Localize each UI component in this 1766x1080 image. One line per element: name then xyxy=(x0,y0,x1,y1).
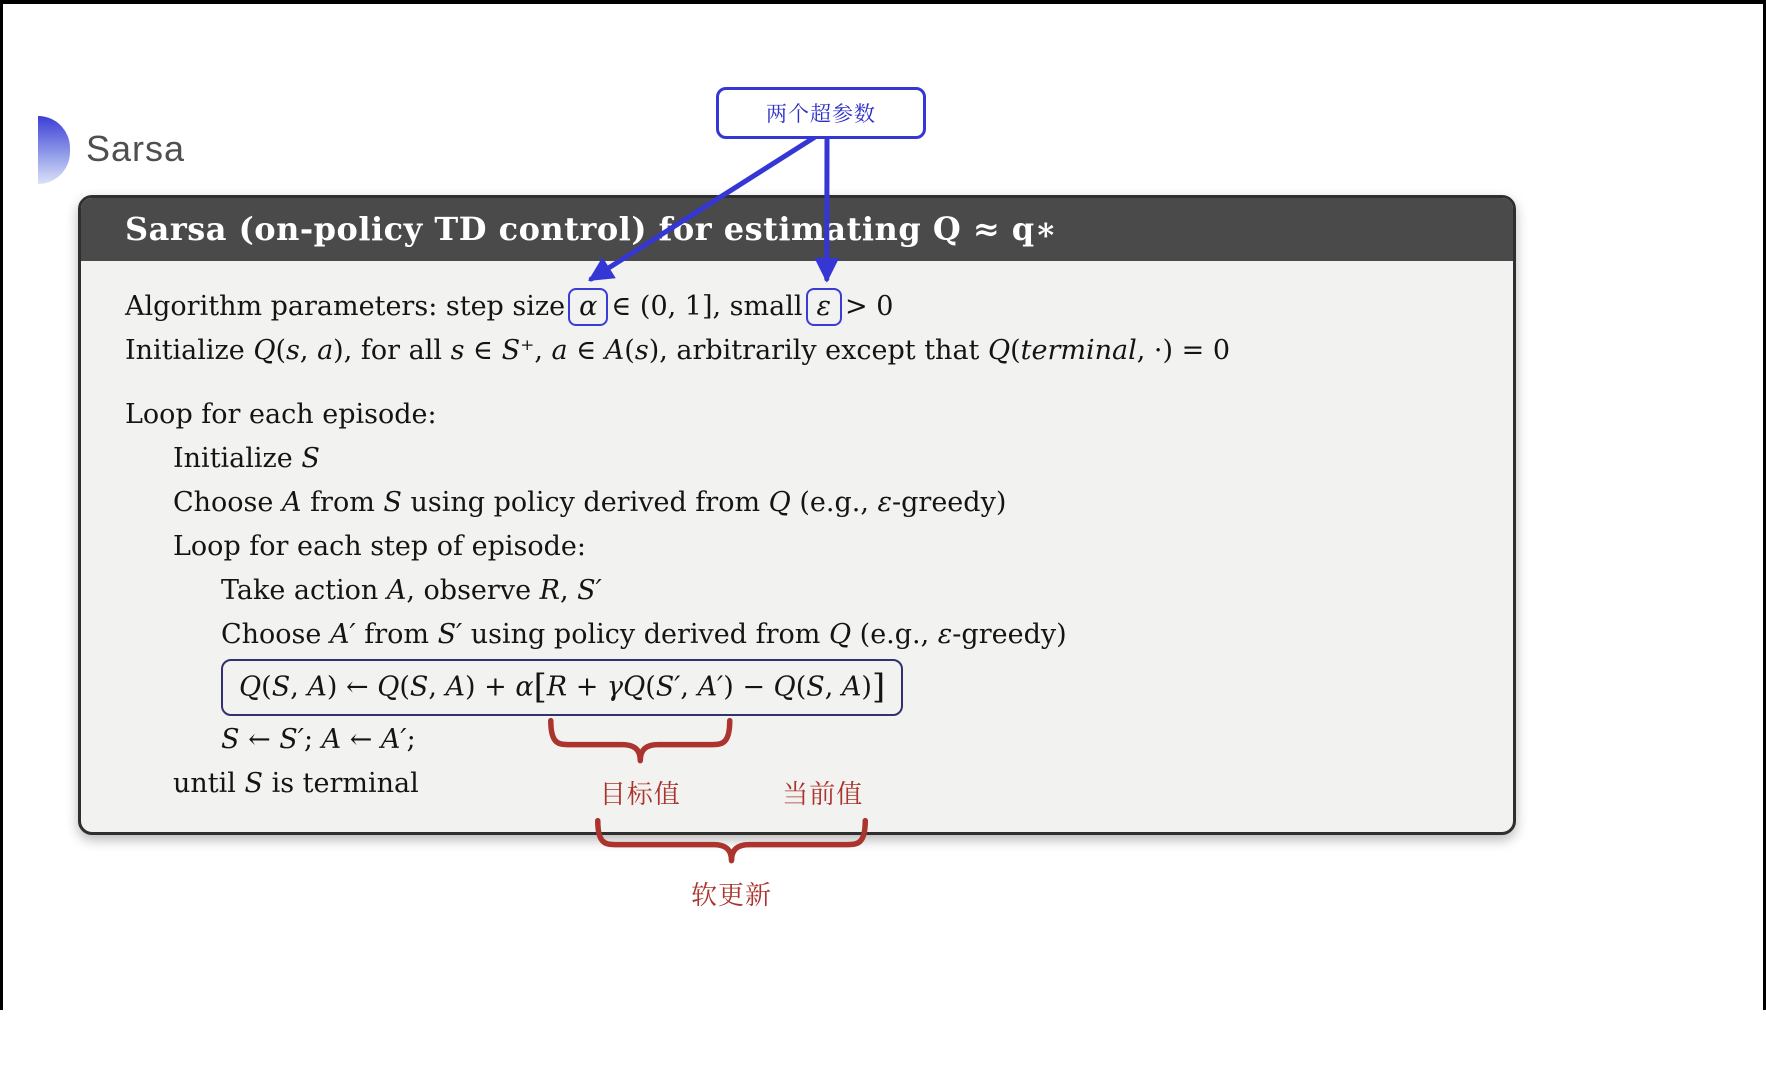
text-segment: ε xyxy=(937,619,953,650)
text-segment: A xyxy=(445,671,466,703)
algorithm-card xyxy=(78,195,1516,835)
page-title: Sarsa xyxy=(86,128,186,169)
text-segment: Loop for each step of episode: xyxy=(173,531,586,562)
text-segment: , ·) = 0 xyxy=(1136,335,1231,366)
text-segment: A′ xyxy=(697,671,724,703)
text-segment: A xyxy=(307,671,327,703)
text-segment: − xyxy=(733,671,774,703)
text-segment: ( xyxy=(399,671,410,703)
text-segment: ) ← xyxy=(326,671,378,703)
text-segment: , xyxy=(534,335,552,366)
text-segment: (e.g., xyxy=(790,487,878,518)
text-segment: R xyxy=(539,575,560,606)
text-segment: ; xyxy=(303,723,322,755)
text-segment: A xyxy=(321,723,342,755)
text-segment: ), for all xyxy=(333,335,451,366)
text-segment: Initialize xyxy=(173,443,302,474)
algorithm-line xyxy=(125,393,1473,437)
text-segment: ∈ xyxy=(567,335,605,366)
frame-edge-top xyxy=(0,0,1766,4)
algorithm-line xyxy=(125,718,1473,762)
text-segment: , xyxy=(559,575,578,606)
text-segment: A xyxy=(841,671,862,703)
text-segment: ∈ (0, 1], small xyxy=(611,291,803,322)
text-segment: S xyxy=(244,767,263,799)
text-segment: using policy derived from xyxy=(462,619,829,650)
text-segment: Loop for each episode: xyxy=(125,399,437,430)
text-segment: ⁺ xyxy=(520,335,535,366)
text-segment: Q xyxy=(253,335,276,366)
text-segment: ( xyxy=(645,671,656,703)
text-segment: ∈ xyxy=(464,335,502,366)
soft-update-label: 软更新 xyxy=(691,879,773,910)
text-segment: ] xyxy=(871,667,886,706)
text-segment: Q xyxy=(773,671,796,703)
text-segment: S′ xyxy=(577,575,602,606)
hyperparams-callout xyxy=(716,87,926,139)
text-segment: Choose xyxy=(173,487,282,518)
algorithm-line xyxy=(125,525,1473,569)
text-segment: , xyxy=(299,335,318,366)
algorithm-line xyxy=(125,613,1473,657)
text-segment: α xyxy=(515,671,534,703)
text-segment: A xyxy=(281,487,302,518)
text-segment: from xyxy=(301,487,384,518)
text-segment: a xyxy=(317,335,334,366)
text-segment: S xyxy=(501,335,521,366)
text-segment: ) xyxy=(723,671,734,703)
text-segment: ← xyxy=(341,723,381,755)
text-segment: + xyxy=(567,671,607,703)
text-segment: ε xyxy=(877,487,893,518)
text-segment: , observe xyxy=(406,575,540,606)
text-segment: S xyxy=(221,723,240,755)
text-segment: s xyxy=(634,335,649,366)
text-segment: Q xyxy=(987,335,1011,366)
alpha-param-box: α xyxy=(568,288,608,326)
text-segment: ( xyxy=(1010,335,1021,366)
text-segment: Q xyxy=(377,671,400,703)
algorithm-line xyxy=(125,569,1473,613)
text-segment: Q xyxy=(828,619,852,650)
text-segment: ) xyxy=(861,671,872,703)
text-segment: ( xyxy=(795,671,807,703)
text-segment: S xyxy=(383,487,402,518)
text-segment: s xyxy=(450,335,465,366)
text-segment: Initialize xyxy=(125,335,254,366)
text-segment: (e.g., xyxy=(851,619,938,650)
algorithm-line xyxy=(125,481,1473,525)
text-segment: , xyxy=(824,671,842,703)
text-segment: S′ xyxy=(279,723,304,755)
text-segment: S′ xyxy=(437,619,463,650)
text-segment: from xyxy=(355,619,438,650)
hyperparams-callout-label: 两个超参数 xyxy=(766,103,876,126)
text-segment: -greedy) xyxy=(892,487,1007,518)
text-segment: Q xyxy=(239,671,262,703)
algorithm-body xyxy=(81,261,1513,832)
text-segment: Q xyxy=(623,671,646,703)
text-segment: A xyxy=(604,335,625,366)
text-segment: , xyxy=(290,671,308,703)
text-segment: ( xyxy=(275,335,287,366)
text-segment: Q xyxy=(768,487,791,518)
algorithm-line xyxy=(125,437,1473,481)
text-segment: ← xyxy=(239,723,280,755)
text-segment: ; xyxy=(406,723,416,755)
text-segment: S xyxy=(806,671,825,703)
text-segment: A′ xyxy=(380,723,407,755)
text-segment: s xyxy=(286,335,300,366)
text-segment: using policy derived from xyxy=(401,487,769,518)
text-segment: γ xyxy=(606,671,624,703)
text-segment: Choose xyxy=(221,619,330,650)
text-segment: ( xyxy=(624,335,635,366)
text-segment: -greedy) xyxy=(952,619,1067,650)
algorithm-line xyxy=(125,285,1473,329)
text-segment: S xyxy=(409,671,429,703)
text-segment: R xyxy=(546,671,568,703)
frame-edge-left xyxy=(0,0,3,1010)
text-segment: A′ xyxy=(329,619,356,650)
update-equation-box xyxy=(221,659,903,716)
text-segment: S xyxy=(271,671,291,703)
algorithm-line xyxy=(125,329,1473,373)
text-segment: Algorithm parameters: step size xyxy=(125,291,566,322)
text-segment: S xyxy=(301,443,320,474)
text-segment: ( xyxy=(261,671,272,703)
algorithm-header: Sarsa (on-policy TD control) for estimating Q ≈ q∗ xyxy=(81,198,1513,261)
text-segment: , xyxy=(428,671,446,703)
current-value-label: 当前值 xyxy=(782,778,864,809)
text-segment: Take action xyxy=(221,575,387,606)
text-segment: , xyxy=(680,671,698,703)
text-segment: is terminal xyxy=(262,767,419,799)
text-segment: S′ xyxy=(655,671,681,703)
title-bullet-icon xyxy=(38,116,70,184)
text-segment: ), arbitrarily except that xyxy=(648,335,988,366)
text-segment: until xyxy=(173,767,245,799)
text-segment: a xyxy=(551,335,568,366)
text-segment: terminal xyxy=(1020,335,1137,366)
epsilon-param-box: ε xyxy=(806,288,843,326)
text-segment: > 0 xyxy=(845,291,894,322)
text-segment: [ xyxy=(533,667,547,706)
text-segment: ) + xyxy=(465,671,516,703)
algorithm-line xyxy=(125,657,1473,718)
target-value-label: 目标值 xyxy=(599,778,681,809)
text-segment: A xyxy=(386,575,407,606)
